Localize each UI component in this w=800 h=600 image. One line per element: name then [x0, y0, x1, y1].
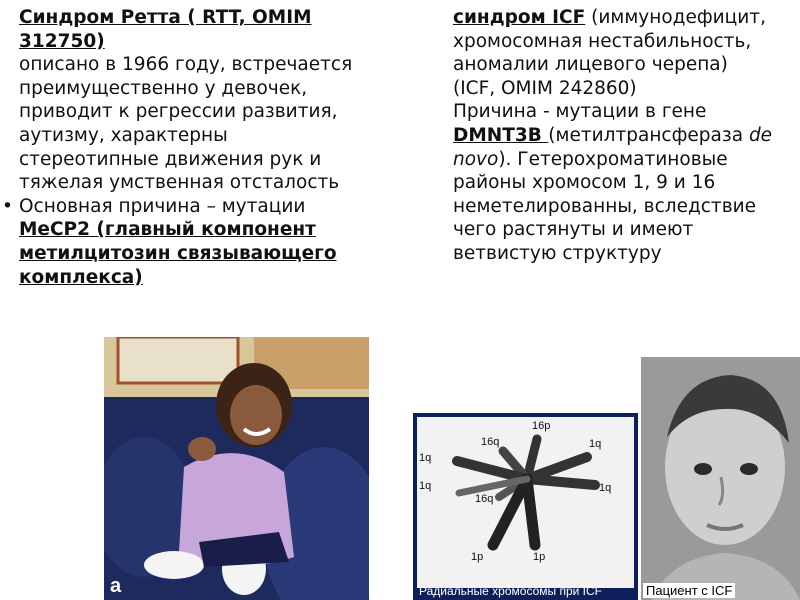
chromosome-panel: [417, 417, 634, 588]
rett-desc-5: стереотипные движения рук и: [19, 148, 322, 170]
icf-gene-line: [453, 124, 798, 148]
icf-patient-photo: [641, 357, 800, 600]
label-1p-right: 1p: [533, 551, 546, 563]
icf-gene-rest: (метилтрансфераза: [548, 124, 749, 146]
rett-title-line2: 312750): [19, 30, 105, 52]
rett-photo-illustration: [104, 337, 369, 600]
icf-gene: DMNT3B: [453, 124, 549, 146]
rett-desc-6: тяжелая умственная отсталость: [19, 172, 340, 194]
rett-desc-2: преимущественно у девочек,: [19, 77, 308, 99]
icf-desc-1: хромосомная нестабильность,: [453, 30, 752, 52]
rett-title-line1: Синдром Ретта ( RTT, OMIM: [19, 7, 312, 28]
label-16q-lower: 16q: [475, 493, 494, 505]
patient-caption: Пациент с ICF: [643, 583, 735, 598]
icf-novo-line: [453, 148, 798, 172]
label-1p-left: 1p: [471, 551, 484, 563]
rett-cause-text: Основная причина – мутации: [19, 195, 306, 217]
patient-photo-illustration: [641, 357, 800, 600]
icf-title: синдром ICF: [453, 7, 586, 28]
icf-de: de: [748, 124, 773, 146]
rett-desc-1: описано в 1966 году, встречается: [19, 54, 353, 76]
rett-desc-4: аутизму, характерны: [19, 124, 228, 146]
chromosome-arm-1p-right: [527, 479, 535, 545]
icf-tail-1: районы хромосом 1, 9 и 16: [453, 172, 716, 194]
rett-patient-photo: [104, 337, 369, 600]
label-1q-right: 1q: [599, 482, 612, 494]
rett-text-block: [2, 6, 389, 289]
icf-title-rest: (иммунодефицит,: [585, 7, 766, 28]
icf-tail-2: неметелированны, вследствие: [453, 195, 757, 217]
chromosome-image: [413, 413, 638, 600]
icf-novo-rest: ). Гетерохроматиновые: [498, 148, 728, 170]
chromosome-arm-1q-right: [527, 479, 595, 485]
rett-gene-line2: метилцитозин связывающего: [19, 242, 337, 264]
bullet-icon: •: [2, 195, 13, 217]
rett-gene-line1: MeCP2 (главный компонент: [19, 219, 316, 241]
icf-novo: novo: [453, 148, 499, 170]
icf-title-line: [453, 6, 798, 30]
icf-desc-4: Причина - мутации в гене: [453, 101, 707, 123]
rett-gene-line3: комплекса): [19, 266, 143, 288]
rett-photo-label: a: [110, 575, 122, 597]
icf-desc-3: (ICF, OMIM 242860): [453, 77, 637, 99]
label-16p: 16p: [532, 420, 551, 432]
icf-text-block: [453, 6, 798, 266]
label-16q-top: 16q: [481, 436, 500, 448]
label-1q-upper-right: 1q: [589, 438, 602, 450]
rett-desc-3: приводит к регрессии развития,: [19, 101, 338, 123]
rett-cause-bullet: [2, 195, 389, 219]
icf-tail-4: ветвистую структуру: [453, 242, 662, 264]
icf-desc-2: аномалии лицевого черепа): [453, 54, 728, 76]
radial-chromosome-figure: [417, 417, 634, 588]
icf-tail-3: чего растянуты и имеют: [453, 219, 694, 241]
chromosome-caption: Радиальные хромосомы при ICF: [419, 584, 602, 598]
label-1q-small: 1q: [419, 480, 432, 492]
label-1q-left: 1q: [419, 452, 432, 464]
